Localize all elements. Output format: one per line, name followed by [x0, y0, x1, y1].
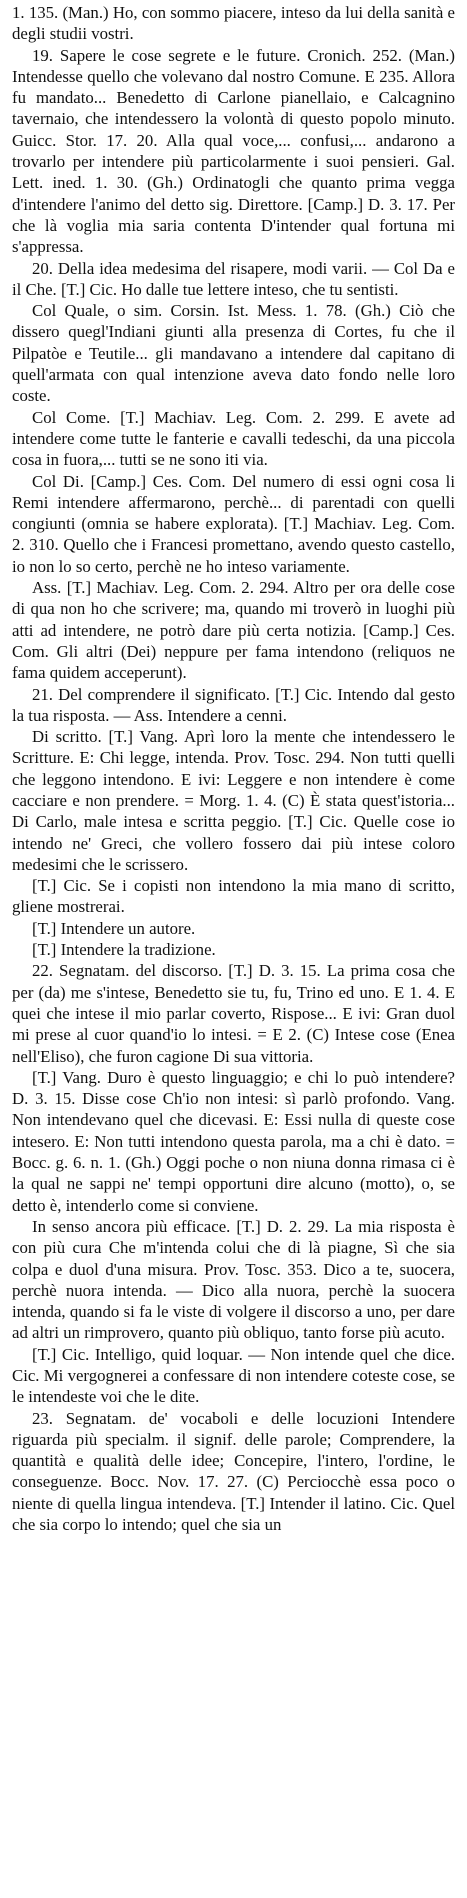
- section-22-senso-efficace: In senso ancora più efficace. [T.] D. 2. 29. La mia risposta è con più cura Che m'intenda colui che di là piagne, Sì che sia colpa e duol d'una misura. Prov. Tosc. 353. Dico a te, suocera, perchè nuora intenda. — Dico alla nuora, perchè la suocera intenda, quando si fa le viste di volgere il discorso a uno, per dare ad altri un rimprovero, quanto più obliquo, tanto forse più acuto.: [12, 1216, 455, 1343]
- section-22-vang: [T.] Vang. Duro è questo linguaggio; e chi lo può intendere? D. 3. 15. Disse cose Ch'io non intesi: sì parlò profondo. Vang. Non intendevano quel che dicevasi. E: Essi nulla di queste cose intesero. E: Non tutti intendono questa parola, ma a chi è dato. = Bocc. g. 6. n. 1. (Gh.) Oggi poche o non niuna donna rimasa ci è la qual ne sappi ne' tempi opportuni dire alcuno (motto), o, se detto è, intenderlo come si conviene.: [12, 1067, 455, 1215]
- section-22: 22. Segnatam. del discorso. [T.] D. 3. 15. La prima cosa che per (da) me s'intese, Benedetto sie tu, fu, Trino ed uno. E 1. 4. E quei che intese il mio parlar coverto, Rispose... E ivi: Gran duol mi prese al cuor quand'io lo intesi. = E 2. (C) Intese cose (Enea nell'Eliso), che furon cagione Di sua vittoria.: [12, 961, 455, 1066]
- section-21-tradizione: [T.] Intendere la tradizione.: [32, 940, 216, 960]
- section-20-ass: Ass. [T.] Machiav. Leg. Com. 2. 294. Altro per ora delle cose di qua non ho che scrivere; ma, quando mi troverò in luoghi più atti ad intendere, ne potrò dare più certa notizia. [Camp.] Ces. Com. Gli altri (Dei) neppure per fama intendono (reliquos ne fama quidem acceperunt).: [12, 578, 455, 683]
- section-20-col-di: Col Di. [Camp.] Ces. Com. Del numero di essi ogni cosa li Remi intendere affermarono, perchè... di parentadi con quelli congiunti (omnia se habere explorata). [T.] Machiav. Leg. Com. 2. 310. Quello che i Francesi promettano, avendo questo castello, io non lo so certo, perchè ne ho inteso variamente.: [12, 471, 455, 576]
- section-20: 20. Della idea medesima del risapere, modi varii. — Col Da e il Che. [T.] Cic. Ho dalle tue lettere inteso, che tu sentisti.: [12, 258, 455, 299]
- section-20-col-come: Col Come. [T.] Machiav. Leg. Com. 2. 299. E avete ad intendere come tutte le fanterie e cavalli tedeschi, da una piccola cosa in fuora,... tutti se ne sono iti via.: [12, 407, 455, 470]
- section-21: 21. Del comprendere il significato. [T.] Cic. Intendo dal gesto la tua risposta. — Ass. Intendere a cenni.: [12, 684, 455, 725]
- section-21-di-scritto: Di scritto. [T.] Vang. Aprì loro la mente che intendessero le Scritture. E: Chi legge, intenda. Prov. Tosc. 294. Non tutti quelli che leggono intendono. E ivi: Leggere e non intendere è come cacciare e non prendere. = Morg. 1. 4. (C) È stata quest'istoria... Di Carlo, male intesa e scritta peggio. [T.] Cic. Quelle cose io intendo ne' Greci, che vollero fossero dai più intese coloro medesimi che le scrissero.: [12, 727, 455, 874]
- entry-continuation: 1. 135. (Man.) Ho, con sommo piacere, inteso da lui della sanità e degli studii vostri.: [12, 3, 455, 44]
- section-22-cic: [T.] Cic. Intelligo, quid loquar. — Non intende quel che dice. Cic. Mi vergognerei a confessare di non intendere coteste cose, se le intendeste voi che le dite.: [12, 1344, 455, 1407]
- section-20-col-quale: Col Quale, o sim. Corsin. Ist. Mess. 1. 78. (Gh.) Ciò che dissero quegl'Indiani giunti alla presenza di Cortes, fu che il Pilpatòe e Teutile... gli mandavano a intendere dal capitano di quell'armata con qual intenzione aveva dato fondo nelle loro coste.: [12, 301, 455, 406]
- section-19: 19. Sapere le cose segrete e le future. Cronich. 252. (Man.) Intendesse quello che volevano dal nostro Comune. E 235. Allora fu mandato... Benedetto di Carlone pianellaio, e Calcagnino tavernaio, che intendessero la volontà di questo popolo minuto. Guicc. Stor. 17. 20. Alla qual voce,... confusi,... andarono a trovarlo per intendere più particolarmente i suoi pensieri. Gal. Lett. ined. 1. 30. (Gh.) Ordinatogli che quanto prima vegga d'intendere l'animo del detto sig. Direttore. [Camp.] D. 3. 17. Per che là voglia mia saria contenta D'intender qual fortuna mi s'appressa.: [12, 45, 455, 257]
- section-23: 23. Segnatam. de' vocaboli e delle locuzioni Intendere riguarda più specialm. il signif. delle parole; Comprendere, la quantità e qualità delle idee; Concepire, l'intero, l'ordine, le conseguenze. Bocc. Nov. 17. 27. (C) Perciocchè essa poco o niente di quella lingua intendeva. [T.] Intender il latino. Cic. Quel che sia corpo lo intendo; quel che sia un: [12, 1408, 455, 1535]
- section-21-autore: [T.] Intendere un autore.: [32, 918, 196, 938]
- section-21-copisti: [T.] Cic. Se i copisti non intendono la mia mano di scritto, gliene mostrerai.: [12, 876, 455, 917]
